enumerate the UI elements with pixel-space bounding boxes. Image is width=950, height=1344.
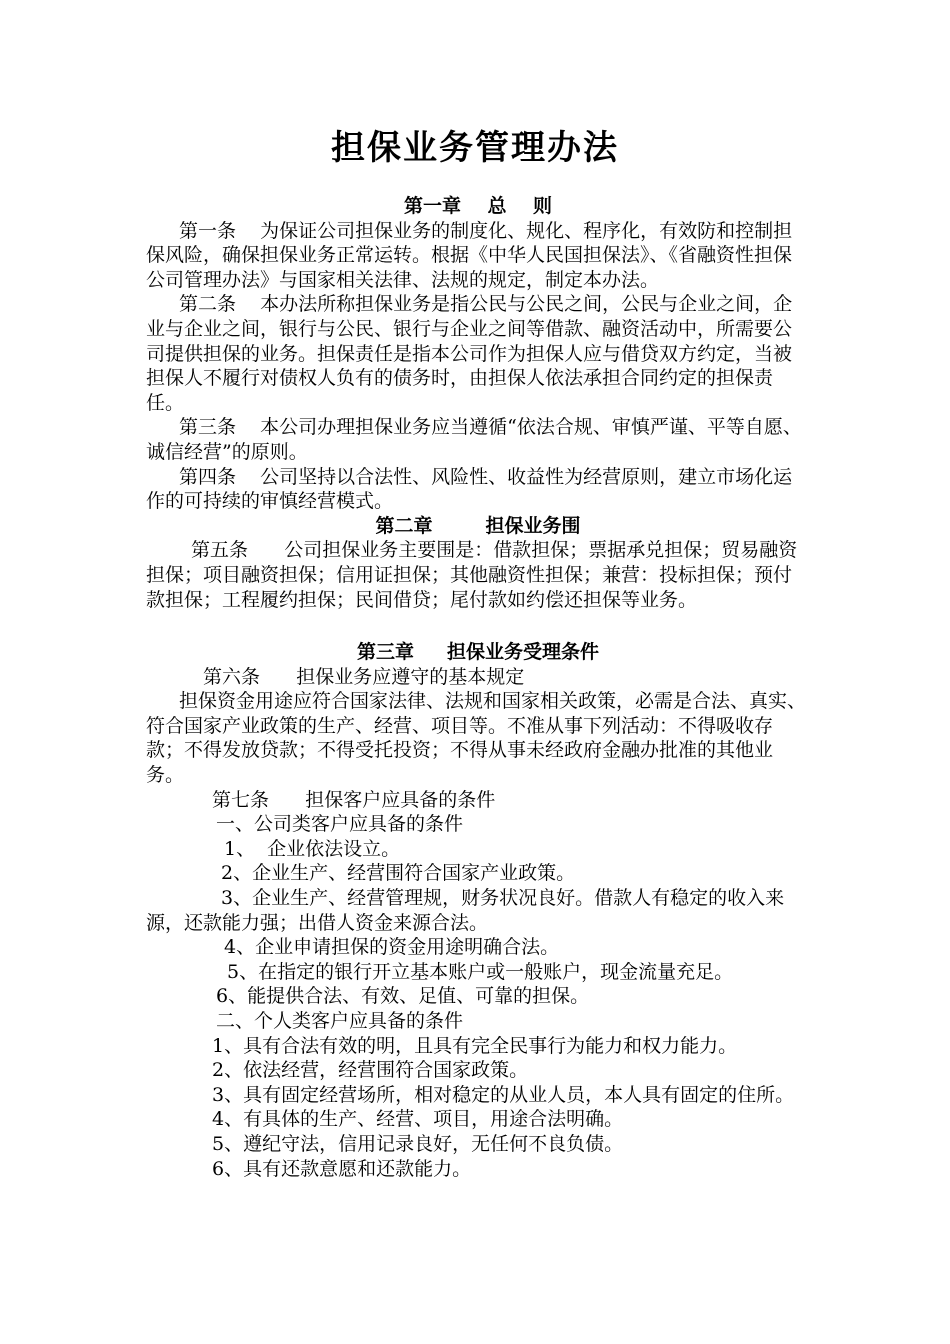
personal-condition-item: 3、具有固定经营场所，相对稳定的从业人员，本人具有固定的住所。	[212, 1083, 795, 1106]
article-3: 第三条 本公司办理担保业务应当遵循“依法合规、审慎严谨、平等自愿、诚信经营”的原则。	[146, 416, 802, 463]
company-condition-item: 4、企业申请担保的资金用途明确合法。	[224, 936, 560, 959]
article-6-body: 担保资金用途应符合国家法律、法规和国家相关政策，必需是合法、真实、符合国家产业政策的生产、经营、项目等。不准从事下列活动：不得吸收存款；不得发放贷款；不得受托投资；不得从事未经政府金融办批准的其他业务。	[146, 690, 807, 787]
document-body	[146, 194, 810, 1181]
chapter-1-heading: 第一章 总 则	[404, 195, 552, 217]
company-condition-item: 5、在指定的银行开立基本账户或一般账户，现金流量充足。	[227, 960, 734, 983]
personal-condition-item: 2、依法经营，经营围符合国家政策。	[212, 1059, 529, 1082]
article-1: 第一条 为保证公司担保业务的制度化、规化、程序化，有效防和控制担保风险，确保担保业务正常运转。根据《中华人民国担保法》、《省融资性担保公司管理办法》与国家相关法律、法规的规定，制定本办法。	[146, 219, 793, 291]
personal-condition-item: 5、遵纪守法，信用记录良好，无任何不良负债。	[212, 1132, 624, 1155]
document-title: 担保业务管理办法	[331, 128, 619, 168]
company-condition-item: 3、企业生产、经营管理规，财务状况良好。借款人有稳定的收入来源，还款能力强；出借人资金来源合法。	[146, 887, 785, 934]
article-6-title: 第六条 担保业务应遵守的基本规定	[203, 665, 525, 688]
article-2: 第二条 本办法所称担保业务是指公民与公民之间，公民与企业之间，企业与企业之间，银行与公民、银行与企业之间等借款、融资活动中，所需要公司提供担保的业务。担保责任是指本公司作为担保人应与借贷双方约定，当被担保人不履行对债权人负有的债务时，由担保人依法承担合同约定的担保责任。	[146, 293, 793, 414]
company-condition-item: 1、 企业依法设立。	[224, 837, 401, 860]
personal-conditions-heading: 二、个人类客户应具备的条件	[216, 1010, 464, 1032]
personal-condition-item: 1、具有合法有效的明，且具有完全民事行为能力和权力能力。	[212, 1034, 738, 1057]
paragraph-gap	[146, 612, 810, 640]
company-condition-item: 2、企业生产、经营围符合国家产业政策。	[221, 862, 576, 885]
company-condition-item: 6、能提供合法、有效、足值、可靠的担保。	[216, 985, 590, 1008]
chapter-2-heading: 第二章 担保业务围	[375, 514, 581, 537]
company-conditions-heading: 一、公司类客户应具备的条件	[216, 813, 464, 836]
article-7-title: 第七条 担保客户应具备的条件	[212, 788, 496, 811]
article-5: 第五条 公司担保业务主要围是：借款担保；票据承兑担保；贸易融资担保；项目融资担保；信用证担保；其他融资性担保；兼营：投标担保；预付款担保；工程履约担保；民间借贷；尾付款如约偿还担保等业务。	[146, 539, 798, 611]
personal-condition-item: 4、有具体的生产、经营、项目，用途合法明确。	[212, 1108, 624, 1131]
chapter-3-heading: 第三章 担保业务受理条件	[356, 641, 600, 664]
article-4: 第四条 公司坚持以合法性、风险性、收益性为经营原则，建立市场化运作的可持续的审慎经营模式。	[146, 465, 793, 513]
personal-condition-item: 6、具有还款意愿和还款能力。	[212, 1157, 472, 1180]
